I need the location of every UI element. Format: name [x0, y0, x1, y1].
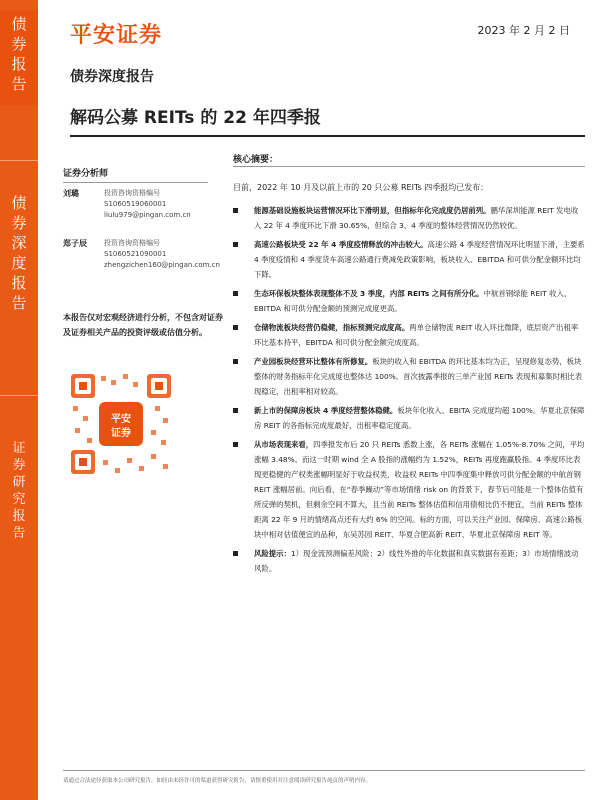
- summary-bullets: [233, 203, 585, 580]
- sidebar-char: 深: [11, 234, 27, 252]
- sidebar-char: 报: [11, 274, 27, 292]
- analyst-email[interactable]: liulu979@pingan.com.cn: [104, 211, 191, 219]
- sidebar-char: 度: [11, 254, 27, 272]
- bullet-text: 中航首钢绿能 REIT 收入、EBITDA 和可供分配金额的预测完成度更高。: [254, 289, 572, 313]
- summary-bullet: [233, 320, 585, 350]
- bullet-heading: 生态环保板块整体表现整体不及 3 季度，内部 REITs 之间有所分化。: [254, 289, 484, 298]
- analyst-card: [63, 238, 220, 288]
- sidebar-char: 研: [12, 475, 26, 490]
- report-title: 解码公募 REITs 的 22 年四季报: [70, 108, 321, 128]
- title-divider: [70, 135, 585, 137]
- analyst-info: [104, 238, 220, 271]
- qr-center-text: 证券: [111, 428, 131, 439]
- summary-bullet: [233, 203, 585, 233]
- qr-code[interactable]: [65, 368, 177, 480]
- bullet-text: 板块的收入和 EBITDA 的环比基本均为正，呈现修复态势，板块整体的财务指标年化完成度也整体达 100%。首次披露季报的三单产业园 REITs 表现和募集时相比表现稳定，出租率相对较高。: [254, 357, 583, 396]
- sidebar-char: 券: [11, 214, 27, 232]
- sidebar-divider: [0, 395, 38, 396]
- analyst-cert-label: 投资咨询资格编号: [104, 239, 160, 247]
- bullet-marker-icon: [233, 408, 238, 413]
- summary-intro: 目前，2022 年 10 月及以前上市的 20 只公募 REITs 四季报均已发布：: [233, 183, 489, 192]
- analysts-heading: 证券分析师: [63, 166, 208, 183]
- bullet-heading: 能源基础设施板块运营情况环比下滑明显，但指标年化完成度仍居前列。: [254, 206, 491, 215]
- sidebar-char: 券: [12, 458, 26, 473]
- bullet-marker-icon: [233, 208, 238, 213]
- summary-bullet: [233, 546, 585, 576]
- analysis-disclaimer: 本报告仅对宏观经济进行分析，不包含对证券及证券相关产品的投资评级或估值分析。: [63, 313, 223, 337]
- sidebar-bottom-label: [0, 440, 38, 542]
- bullet-text: 1）现金流预测偏差风险；2）线性外推的年化数据和真实数据有差距；3）市场情绪波动风险。: [254, 549, 579, 573]
- bullet-text: 板块年化收入、EBITA 完成度均超 100%。华夏北京保障房 REIT 的各指标完成度最好，出租率稳定度高。: [254, 406, 585, 430]
- sidebar-char: 告: [11, 75, 27, 93]
- bullet-marker-icon: [233, 359, 238, 364]
- summary-bullet: [233, 403, 585, 433]
- bullet-marker-icon: [233, 242, 238, 247]
- analyst-cert-number: S1060521090001: [104, 250, 167, 258]
- analyst-cert-number: S1060519060001: [104, 200, 167, 208]
- sidebar-char: 告: [12, 526, 26, 541]
- bullet-text: 两单仓储物流 REIT 收入环比微降，底层资产出租率环比基本持平，EBITDA 和可供分配金额完成度高。: [254, 323, 579, 347]
- analyst-name: 刘璐: [63, 189, 79, 198]
- bullet-heading: 新上市的保障房板块 4 季度经营整体稳健。: [254, 406, 398, 415]
- bullet-marker-icon: [233, 325, 238, 330]
- bullet-heading: 仓储物流板块经营仍稳健，指标预测完成度高。: [254, 323, 410, 332]
- bullet-marker-icon: [233, 551, 238, 556]
- summary-divider: [233, 166, 585, 167]
- report-type: 债券深度报告: [70, 69, 154, 85]
- analyst-email[interactable]: zhengzichen160@pingan.com.cn: [104, 261, 220, 269]
- bullet-marker-icon: [233, 291, 238, 296]
- footer-notice: 请通过合法途径获取本公司研究报告，如经由未经许可的渠道获得研究报告，请慎重使用并注意阅读研究报告尾页的声明内容。: [63, 778, 372, 784]
- footer-divider: [63, 770, 585, 771]
- analyst-cert-label: 投资咨询资格编号: [104, 189, 160, 197]
- summary-bullet: [233, 286, 585, 316]
- sidebar-divider: [0, 160, 38, 161]
- analyst-name: 郑子辰: [63, 239, 87, 248]
- bullet-text: 四季报发布后 20 只 REITs 悉数上涨，各 REITs 涨幅在 1.05%-8.70% 之间，平均涨幅 3.48%。而这一时期 wind 全 A 股指的涨幅约为 1.52%，REITs 再度跑赢股指。4 季度环比表现更稳健的产权类涨幅明显好于收益权类，收益权 REITs 中四季度集中释放可供分配金额的中航首钢 REIT 涨幅居前。向后看，在“春季躁动”等市场情绪 risk on 的背景下，春节后可能是一个整体估值有所反弹的契机，但剩余空间不算大，且当前 REITs 整体估值和信用债相比仍不便宜，当前 REITs 整体距离 22 年 9 月的情绪高点还有大约 6% 的空间。标的方面，可以关注产业园、保障房、高速公路板块中相对估值便宜的品种，东吴苏园 REIT、华夏合肥高新 REIT、华夏北京保障房 REIT 等。: [254, 440, 585, 539]
- sidebar-char: 债: [11, 15, 27, 33]
- analyst-info: [104, 188, 214, 221]
- bullet-text: 高速公路 4 季度经营情况环比明显下滑，主要系 4 季度疫情和 4 季度货车高速公路通行费减免政策影响，板块收入、EBITDA 和可供分配金额环比均下降。: [254, 240, 585, 279]
- bullet-text: 鹏华深圳能源 REIT 发电收入 22 年 4 季度环比下滑 30.65%，但综合 3、4 季度的整体经营情况仍然较优。: [254, 206, 579, 230]
- analyst-card: [63, 188, 213, 238]
- sidebar-middle-label: [0, 193, 38, 313]
- sidebar: [0, 0, 38, 800]
- bullet-marker-icon: [233, 442, 238, 447]
- qr-center-text: 平安: [111, 414, 131, 425]
- sidebar-char: 报: [12, 509, 26, 524]
- sidebar-char: 究: [12, 492, 26, 507]
- bullet-heading: 高速公路板块受 22 年 4 季度疫情释放的冲击较大。: [254, 240, 428, 249]
- sidebar-char: 证: [12, 441, 26, 456]
- summary-bullet: [233, 354, 585, 399]
- sidebar-top-label: [0, 10, 38, 105]
- summary-bullet: [233, 237, 585, 282]
- bullet-heading: 产业园板块经营环比整体有所修复。: [254, 357, 373, 366]
- bullet-heading: 从市场表现来看，: [254, 440, 314, 449]
- sidebar-char: 债: [11, 194, 27, 212]
- summary-heading: 核心摘要：: [233, 155, 279, 165]
- summary-bullet: [233, 437, 585, 542]
- report-date: 2023 年 2 月 2 日: [477, 24, 570, 37]
- bullet-heading: 风险提示：: [254, 549, 291, 558]
- sidebar-char: 券: [11, 35, 27, 53]
- sidebar-char: 报: [11, 55, 27, 73]
- sidebar-char: 告: [11, 294, 27, 312]
- brand-logo: 平安证券: [70, 23, 163, 48]
